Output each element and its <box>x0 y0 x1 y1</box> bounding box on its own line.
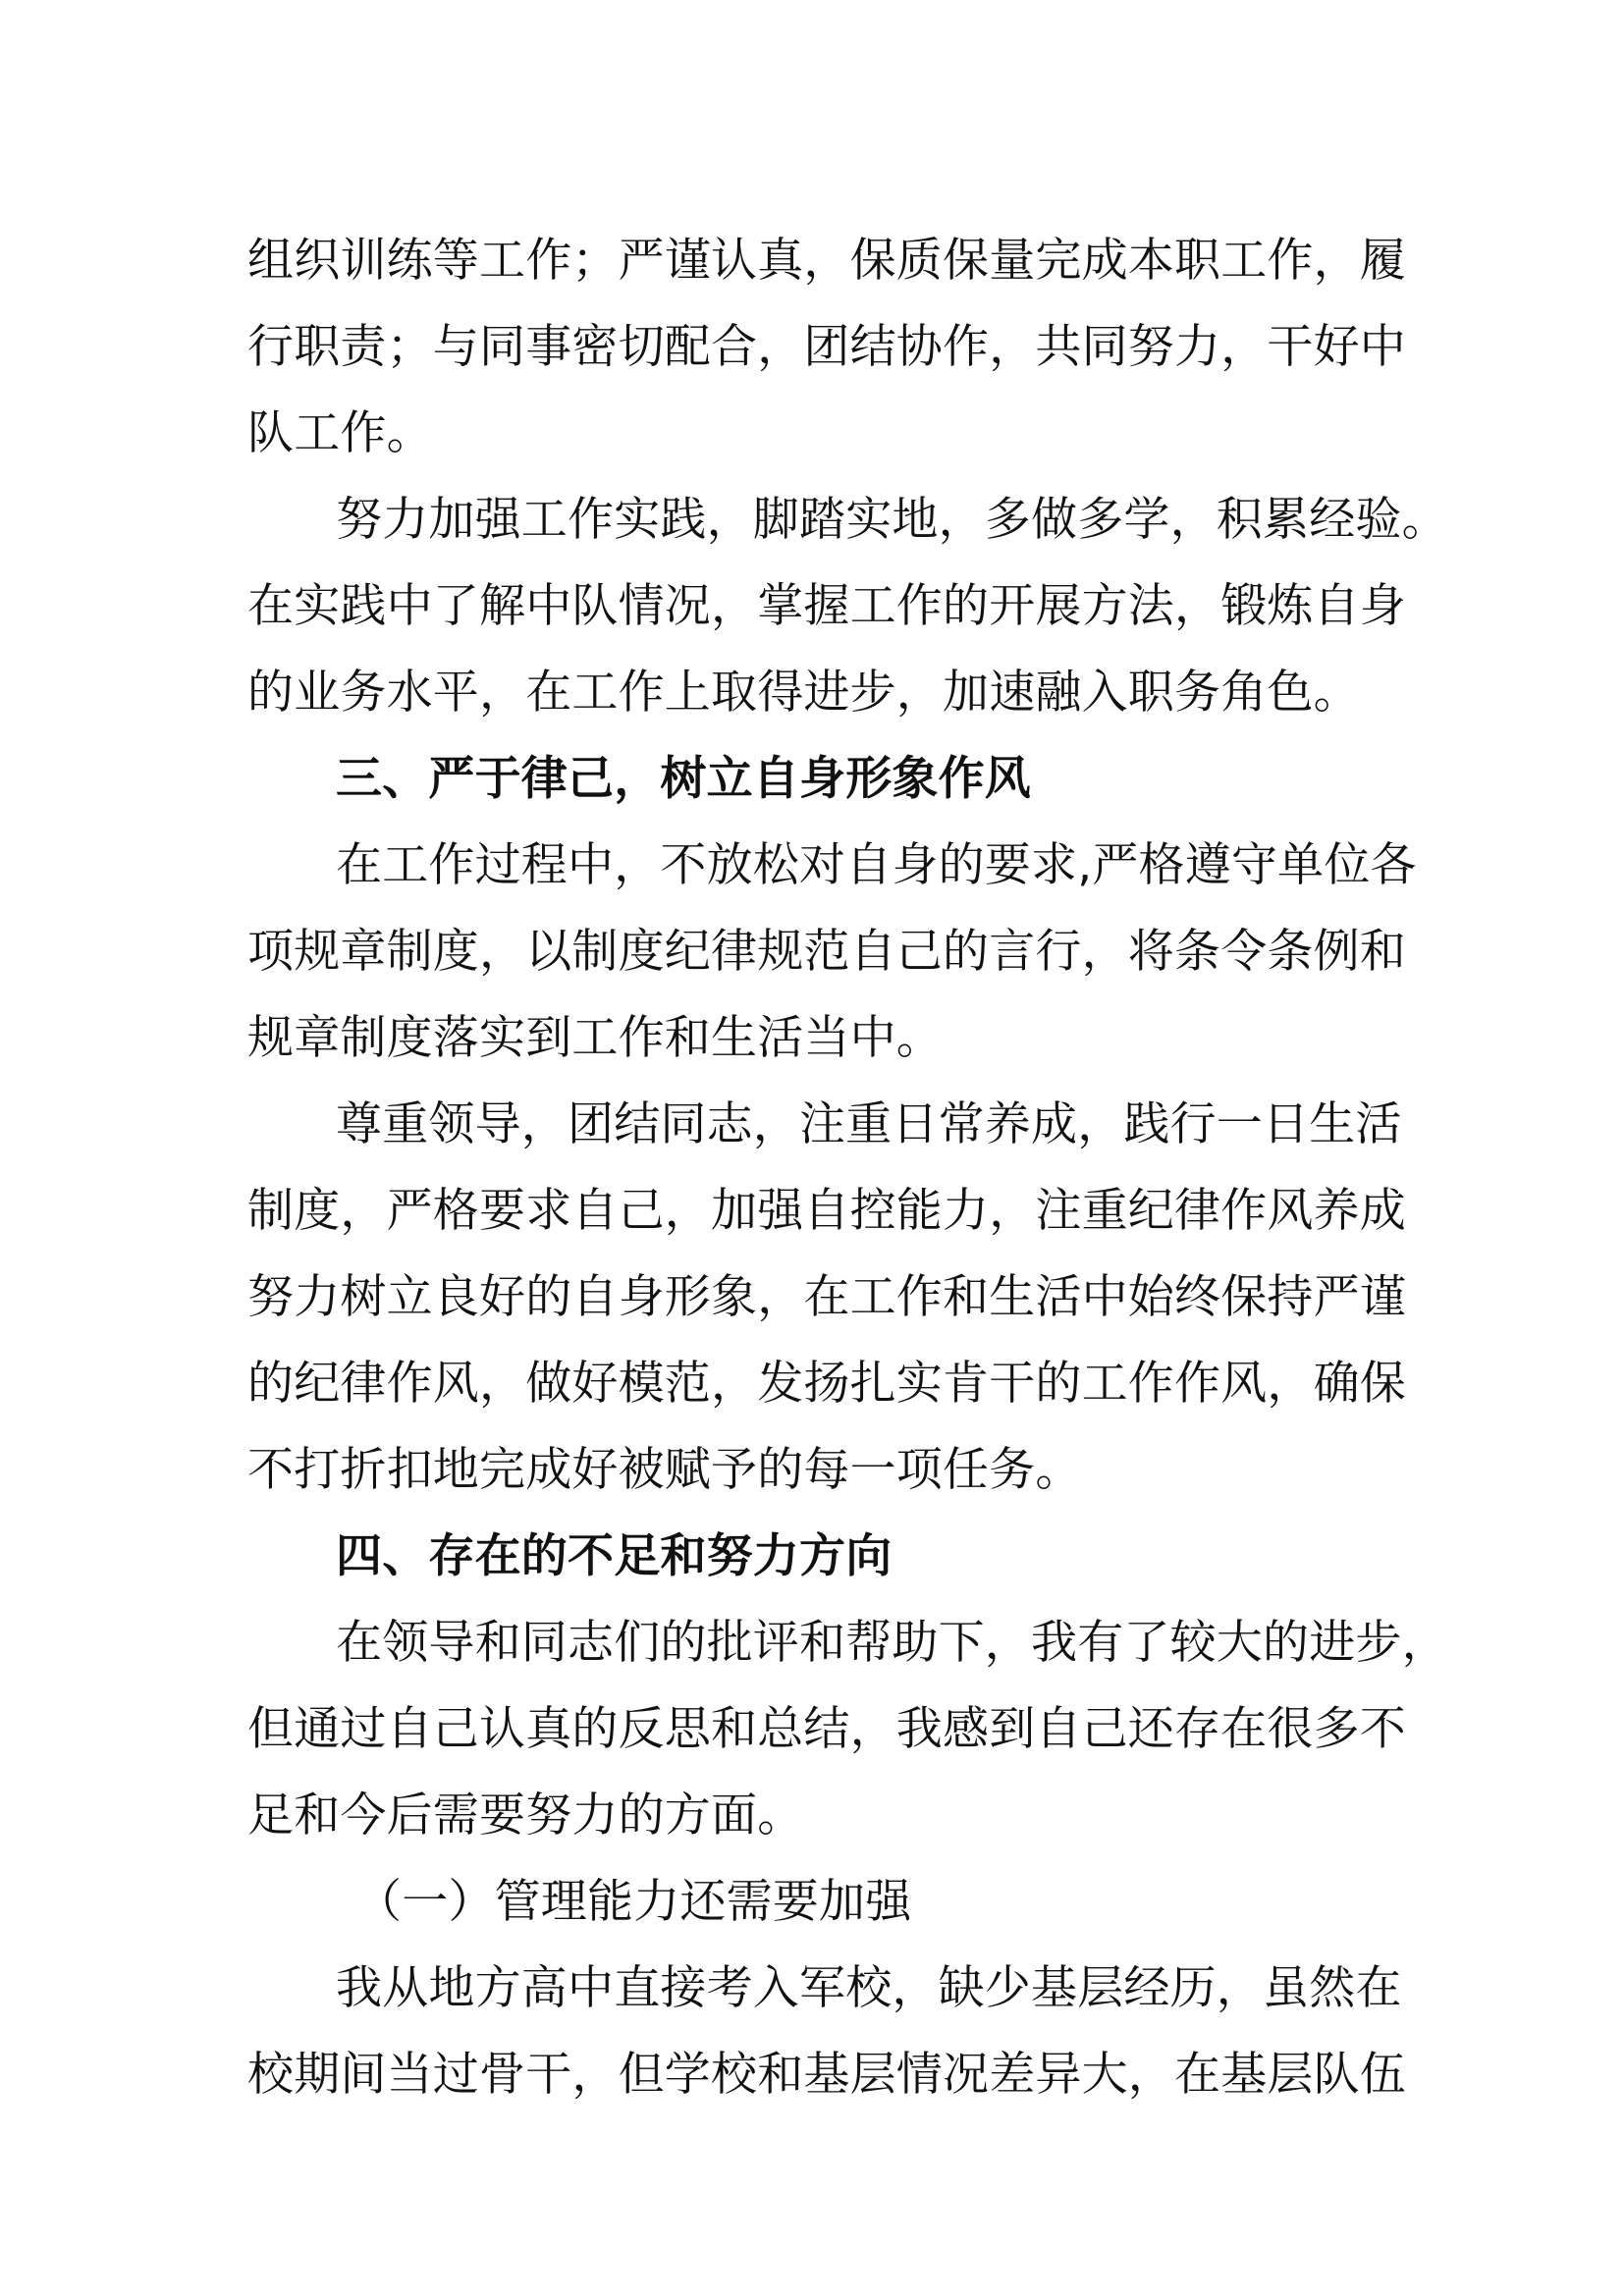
text-line: 制度，严格要求自己，加强自控能力，注重纪律作风养成 <box>247 1184 1406 1238</box>
text-line: 但通过自己认真的反思和总结，我感到自己还存在很多不 <box>247 1702 1406 1756</box>
section-heading-4: 四、存在的不足和努力方向 <box>336 1529 893 1583</box>
paragraph-first-line: 努力加强工作实践，脚踏实地，多做多学，积累经验。 <box>336 493 1448 547</box>
paragraph-first-line: 在工作过程中，不放松对自身的要求,严格遵守单位各 <box>336 838 1417 892</box>
text-line: 项规章制度，以制度纪律规范自己的言行，将条令条例和 <box>247 925 1406 979</box>
paragraph-first-line: 我从地方高中直接考入军校，缺少基层经历，虽然在 <box>336 1961 1402 2015</box>
paragraph-first-line: 在领导和同志们的批评和帮助下，我有了较大的进步， <box>336 1616 1448 1670</box>
document-body <box>247 218 1448 2118</box>
subsection-heading-1: （一）管理能力还需要加强 <box>355 1875 912 1929</box>
text-line: 努力树立良好的自身形象，在工作和生活中始终保持严谨 <box>247 1270 1406 1324</box>
text-line: 的纪律作风，做好模范，发扬扎实肯干的工作作风，确保 <box>247 1357 1406 1411</box>
text-line: 足和今后需要努力的方面。 <box>247 1789 804 1842</box>
section-heading-3: 三、严于律己，树立自身形象作风 <box>336 752 1031 806</box>
paragraph-first-line: 尊重领导，团结同志，注重日常养成，践行一日生活 <box>336 1097 1402 1151</box>
text-line: 队工作。 <box>247 406 433 460</box>
text-line: 在实践中了解中队情况，掌握工作的开展方法，锻炼自身 <box>247 579 1406 633</box>
text-line: 行职责；与同事密切配合，团结协作，共同努力，干好中 <box>247 320 1406 374</box>
text-line: 组织训练等工作；严谨认真，保质保量完成本职工作，履 <box>247 234 1406 288</box>
text-line: 不打折扣地完成好被赋予的每一项任务。 <box>247 1443 1082 1497</box>
text-line: 校期间当过骨干，但学校和基层情况差异大，在基层队伍 <box>247 2048 1406 2102</box>
text-line: 规章制度落实到工作和生活当中。 <box>247 1011 943 1065</box>
text-line: 的业务水平，在工作上取得进步，加速融入职务角色。 <box>247 666 1360 720</box>
